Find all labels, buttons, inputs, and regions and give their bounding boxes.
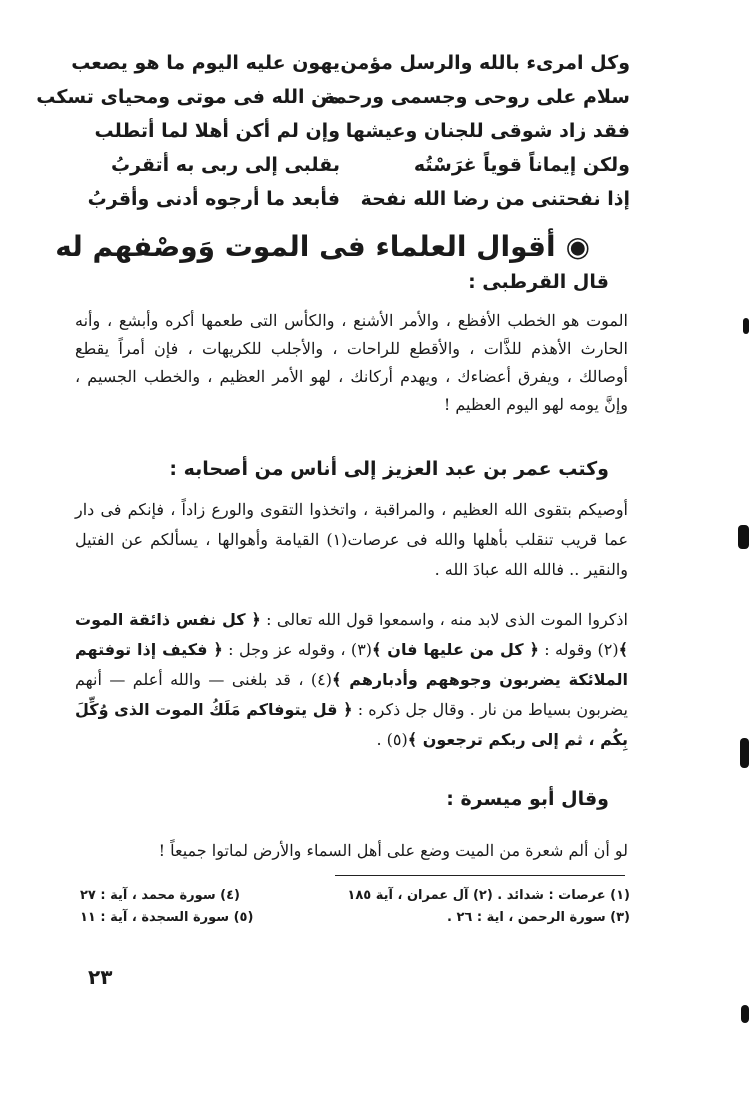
footnote-row <box>80 907 630 929</box>
abu-maysara-title: وقال أبو ميسرة : <box>446 788 609 810</box>
qurtubi-title: قال القرطبى : <box>468 271 609 293</box>
poem-verse <box>75 114 630 148</box>
footnote-divider <box>335 875 625 876</box>
poem-block <box>36 46 630 216</box>
section-heading-text: أقوال العلماء فى الموت وَوصْفهم له <box>55 230 556 263</box>
quran-text: اذكروا الموت الذى لابد منه ، واسمعوا قول الله تعالى : <box>266 610 628 629</box>
verse-second-hemistich: يهون عليه اليوم ما هو يصعب <box>71 52 340 74</box>
scan-edge-mark <box>743 318 749 334</box>
poem-verse <box>75 182 630 216</box>
quran-text: (٥) . <box>376 730 408 749</box>
qurtubi-paragraph: الموت هو الخطب الأفظع ، والأمر الأشنع ، والكأس التى طعمها أكره وأبشع ، وأنه الحارث الأهذم للذَّات ، والأقطع للراحات ، والأجلب للكريهات ، فإن أمراً يقطع أوصالك ، ويفرق أعضاءك ، ويهدم أركانك ، لهو الأمر العظيم ، والخطب الجسيم ، وإنَّ يومه لهو اليوم العظيم ! <box>75 311 628 414</box>
page-number: ٢٣ <box>88 965 113 989</box>
verse-first-hemistich: إذا نفحتنى من رضا الله نفحة <box>360 188 630 210</box>
verse-first-hemistich: سلام على روحى وجسمى ورحمة <box>323 86 630 108</box>
poem-verse <box>75 148 630 182</box>
quran-text: (٤) ، قد بلغنى — والله أعلم — أنهم يضربون بسياط من نار . وقال جل ذكره : <box>75 670 628 719</box>
umar-title: وكتب عمر بن عبد العزيز إلى أناس من أصحابه : <box>169 458 609 480</box>
verse-first-hemistich: فقد زاد شوقى للجنان وعيشها <box>345 120 630 142</box>
quran-text: (٣) ، وقوله عز وجل : <box>228 640 373 659</box>
footnote-item: (٤) سورة محمد ، آية : ٢٧ <box>80 888 240 903</box>
quran-paragraph <box>75 605 628 755</box>
footnote-item: (١) عرصات : شدائد . (٢) آل عمران ، آية ١٨٥ <box>347 888 630 903</box>
quran-verse: ﴿ فكيف إذا توفتهم الملائكة يضربون وجوههم وأدبارهم ﴾ <box>75 640 628 689</box>
footnote-row <box>80 885 630 907</box>
scan-edge-mark <box>740 738 749 768</box>
poem-verse <box>71 46 630 80</box>
quran-text: (٢) وقوله : <box>544 640 619 659</box>
bullet-icon: ◉ <box>565 230 590 263</box>
section-heading <box>55 225 590 269</box>
quran-verse: ﴿ كل نفس ذائقة الموت ﴾ <box>75 610 628 659</box>
verse-second-hemistich: من الله فى موتى ومحياى تسكب <box>36 86 340 108</box>
footnote-item: (٣) سورة الرحمن ، اية : ٢٦ . <box>447 910 630 925</box>
umar-paragraph: أوصيكم بتقوى الله العظيم ، والمراقبة ، واتخذوا التقوى والورع زاداً ، فإنكم فى دار عما قريب تنقلب بأهلها والله فى عرصات(١) القيامة وأهوالها ، يسألكم عن الفتيل والنقير .. فالله الله عبادَ الله . <box>75 500 628 579</box>
verse-first-hemistich: وكل امرىء بالله والرسل مؤمن <box>340 52 630 74</box>
quran-verse: ﴿ كل من عليها فان ﴾ <box>372 640 539 659</box>
footnote-item: (٥) سورة السجدة ، آية : ١١ <box>80 910 254 925</box>
scan-edge-mark <box>741 1005 749 1023</box>
poem-verse <box>36 80 630 114</box>
verse-second-hemistich: وإن لم أكن أهلا لما أتطلب <box>94 120 340 142</box>
footnotes <box>80 885 630 929</box>
scan-edge-mark <box>738 525 749 549</box>
abu-maysara-paragraph: لو أن ألم شعرة من الميت وضع على أهل السماء والأرض لماتوا جميعاً ! <box>158 841 628 860</box>
verse-second-hemistich: فأبعد ما أرجوه أدنى وأقربُ <box>87 188 340 210</box>
quran-verse: ﴿ قل يتوفاكم مَلَكُ الموت الذى وُكِّلَ بِكُم ، ثم إلى ربكم ترجعون ﴾ <box>75 700 628 749</box>
verse-first-hemistich: ولكن إيماناً قوياً غرَسْتُه <box>413 154 630 176</box>
verse-second-hemistich: بقلبى إلى ربى به أتقربُ <box>110 154 340 176</box>
